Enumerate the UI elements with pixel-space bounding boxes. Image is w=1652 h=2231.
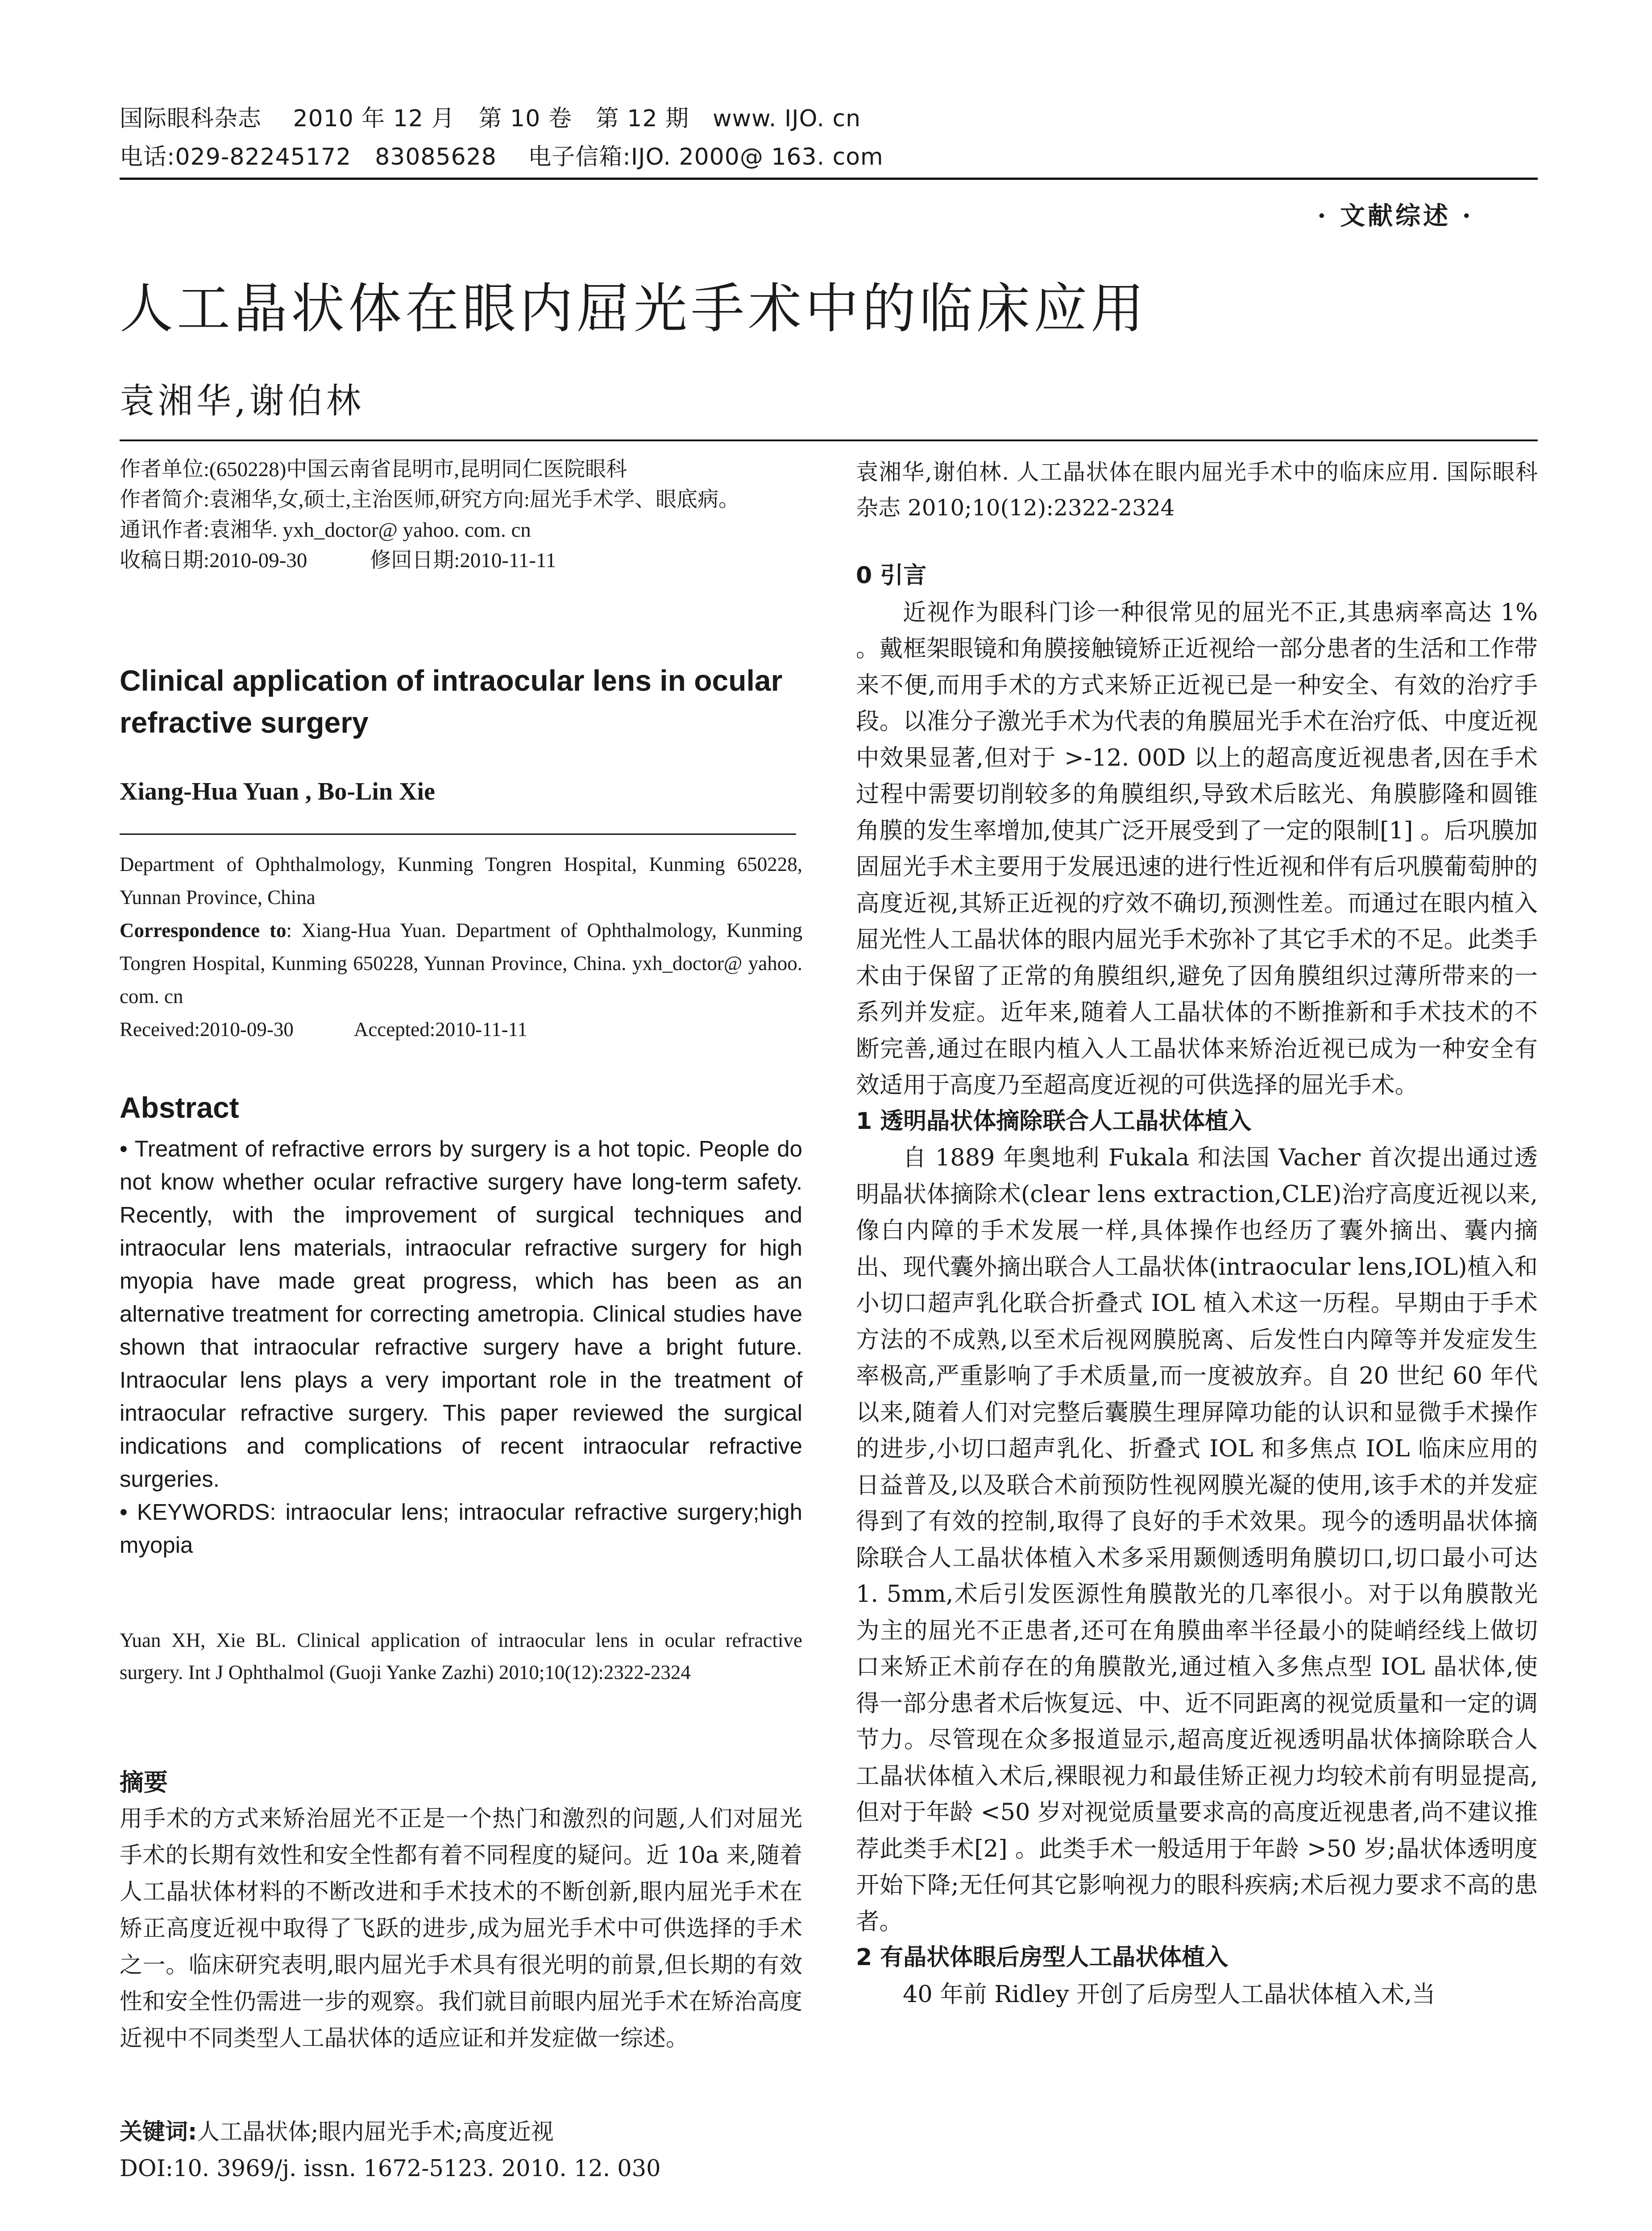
author-affiliation-cn: 作者单位:(650228)中国云南省昆明市,昆明同仁医院眼科 (120, 458, 627, 481)
section-tag: · 文献综述 · (1317, 201, 1474, 231)
authors-cn: 袁湘华,谢伯林 (120, 381, 365, 421)
department-en: Department of Ophthalmology, Kunming Tongren Hospital, Kunming 650228, Yunnan Province, China (120, 853, 802, 908)
article-body (856, 558, 1538, 2012)
body-paragraph-2: 40 年前 Ridley 开创了后房型人工晶状体植入术,当 (903, 1980, 1436, 2008)
abstract-text-cn: 用手术的方式来矫治屈光不正是一个热门和激烈的问题,人们对屈光手术的长期有效性和安全性都有着不同程度的疑问。近 10a 来,随着人工晶状体材料的不断改进和手术技术的不断创新,眼内屈光手术在矫正高度近视中取得了飞跃的进步,成为屈光手术中可供选择的手术之一。临床研究表明,眼内屈光手术具有很光明的前景,但长期的有效性和安全性仍需进一步的观察。我们就目前眼内屈光手术在矫治高度近视中不同类型人工晶状体的适应证和并发症做一综述。 (120, 1806, 803, 2052)
corresponding-author-cn: 通讯作者:袁湘华. yxh_doctor@ yahoo. com. cn (120, 518, 531, 542)
correspondence-en (120, 914, 802, 1013)
abstract-cn (120, 1801, 802, 2057)
abstract-heading-cn: 摘要 (120, 1768, 168, 1796)
abstract-heading: Abstract (120, 1091, 239, 1124)
author-bio-cn: 作者简介:袁湘华,女,硕士,主治医师,研究方向:屈光手术学、眼底病。 (120, 488, 740, 511)
dates-en: Received:2010-09-30 Accepted:2010-11-11 (120, 1018, 527, 1041)
citation-text-en: Yuan XH, Xie BL. Clinical application of intraocular lens in ocular refractive surgery. Int J Ophthalmol (Guoji Yanke Zazhi) 2010;10(12):2322-2324 (120, 1629, 802, 1684)
citation-cn (856, 454, 1538, 526)
keywords-cn (120, 2114, 802, 2151)
correspondence-label: Correspondence to (120, 919, 286, 941)
article-title-cn: 人工晶状体在眼内屈光手术中的临床应用 (120, 278, 1148, 340)
doi: DOI:10. 3969/j. issn. 1672-5123. 2010. 12. 030 (120, 2156, 661, 2182)
section-heading-0: 0 引言 (856, 562, 927, 589)
citation-text-cn: 袁湘华,谢伯林. 人工晶状体在眼内屈光手术中的临床应用. 国际眼科杂志 2010;10(12):2322-2324 (856, 459, 1538, 521)
dates-cn: 收稿日期:2010-09-30 修回日期:2010-11-11 (120, 549, 556, 572)
affiliation-en (120, 848, 802, 1046)
section-heading-1: 1 透明晶状体摘除联合人工晶状体植入 (856, 1107, 1252, 1135)
section-heading-2: 2 有晶状体眼后房型人工晶状体植入 (856, 1944, 1229, 1971)
body-paragraph-1: 自 1889 年奥地利 Fukala 和法国 Vacher 首次提出通过透明晶状体摘除术(clear lens extraction,CLE)治疗高度近视以来,像白内障的手术发展一样,具体操作也经历了囊外摘出、囊内摘出、现代囊外摘出联合人工晶状体(intraocular lens,IOL)植入和小切口超声乳化联合折叠式 IOL 植入术这一历程。早期由于手术方法的不成熟,以至术后视网膜脱离、后发性白内障等并发症发生率极高,严重影响了手术质量,而一度被放弃。自 20 世纪 60 年代以来,随着人们对完整后囊膜生理屏障功能的认识和显微手术操作的进步,小切口超声乳化、折叠式 IOL 和多焦点 IOL 临床应用的日益普及,以及联合术前预防性视网膜光凝的使用,该手术的并发症得到了有效的控制,取得了良好的手术效果。现今的透明晶状体摘除联合人工晶状体植入术多采用颞侧透明角膜切口,切口最小可达 1. 5mm,术后引发医源性角膜散光的几率很小。对于以角膜散光为主的屈光不正患者,还可在角膜曲率半径最小的陡峭经线上做切口来矫正术前存在的角膜散光,通过植入多焦点型 IOL 晶状体,使得一部分患者术后恢复远、中、近不同距离的视觉质量和一定的调节力。尽管现在众多报道显示,超高度近视透明晶状体摘除联合人工晶状体植入术后,裸眼视力和最佳矫正视力均较术前有明显提高,但对于年龄 <50 岁对视觉质量要求高的高度近视患者,尚不建议推荐此类手术[2] 。此类手术一般适用于年龄 >50 岁;晶状体透明度开始下降;无任何其它影响视力的眼科疾病;术后视力要求不高的患者。 (856, 1144, 1538, 1935)
keywords-cn-text: 人工晶状体;眼内屈光手术;高度近视 (197, 2119, 554, 2145)
keywords-en: • KEYWORDS: intraocular lens; intraocular refractive surgery;high myopia (120, 1499, 802, 1558)
keywords-cn-label: 关键词: (120, 2119, 197, 2145)
author-metadata-cn (120, 454, 802, 576)
correspondence-text: : Xiang-Hua Yuan. Department of Ophthalmology, Kunming Tongren Hospital, Kunming 650228, Yunnan Province, China. yxh_doctor@ yahoo. com. cn (120, 919, 802, 1008)
author-divider (120, 834, 796, 835)
header-divider (120, 178, 1538, 180)
body-paragraph-0: 近视作为眼科门诊一种很常见的屈光不正,其患病率高达 1% 。戴框架眼镜和角膜接触镜矫正近视给一部分患者的生活和工作带来不便,而用手术的方式来矫正近视已是一种安全、有效的治疗手段。以准分子激光手术为代表的角膜屈光手术在治疗低、中度近视中效果显著,但对于 >-12. 00D 以上的超高度近视患者,因在手术过程中需要切削较多的角膜组织,导致术后眩光、角膜膨隆和圆锥角膜的发生率增加,使其广泛开展受到了一定的限制[1] 。后巩膜加固屈光手术主要用于发展迅速的进行性近视和伴有后巩膜葡萄肿的高度近视,其矫正近视的疗效不确切,预测性差。而通过在眼内植入屈光性人工晶状体的眼内屈光手术弥补了其它手术的不足。此类手术由于保留了正常的角膜组织,避免了因角膜组织过薄所带来的一系列并发症。近年来,随着人工晶状体的不断推新和手术技术的不断完善,通过在眼内植入人工晶状体来矫治近视已成为一种安全有效适用于高度乃至超高度近视的可供选择的屈光手术。 (856, 598, 1538, 1099)
abstract-text-en: • Treatment of refractive errors by surgery is a hot topic. People do not know whether ocular refractive surgery have long-term safety. Recently, with the improvement of surgical techniques and intraocular lens materials, intraocular refractive surgery for high myopia have made great progress, which has been as an alternative treatment for correcting ametropia. Clinical studies have shown that intraocular refractive surgery have a bright future. Intraocular lens plays a very important role in the treatment of intraocular refractive surgery. This paper reviewed the surgical indications and complications of recent intraocular refractive surgeries. (120, 1136, 802, 1492)
journal-header-line1: 国际眼科杂志 2010 年 12 月 第 10 卷 第 12 期 www. IJO. cn (120, 105, 861, 132)
abstract-en (120, 1132, 802, 1562)
article-title-en: Clinical application of intraocular lens in ocular refractive surgery (120, 664, 783, 739)
journal-header-line2: 电话:029-82245172 83085628 电子信箱:IJO. 2000@ 163. com (120, 144, 884, 170)
title-divider (120, 440, 1538, 441)
citation-en (120, 1624, 802, 1688)
authors-en: Xiang-Hua Yuan , Bo-Lin Xie (120, 778, 435, 805)
